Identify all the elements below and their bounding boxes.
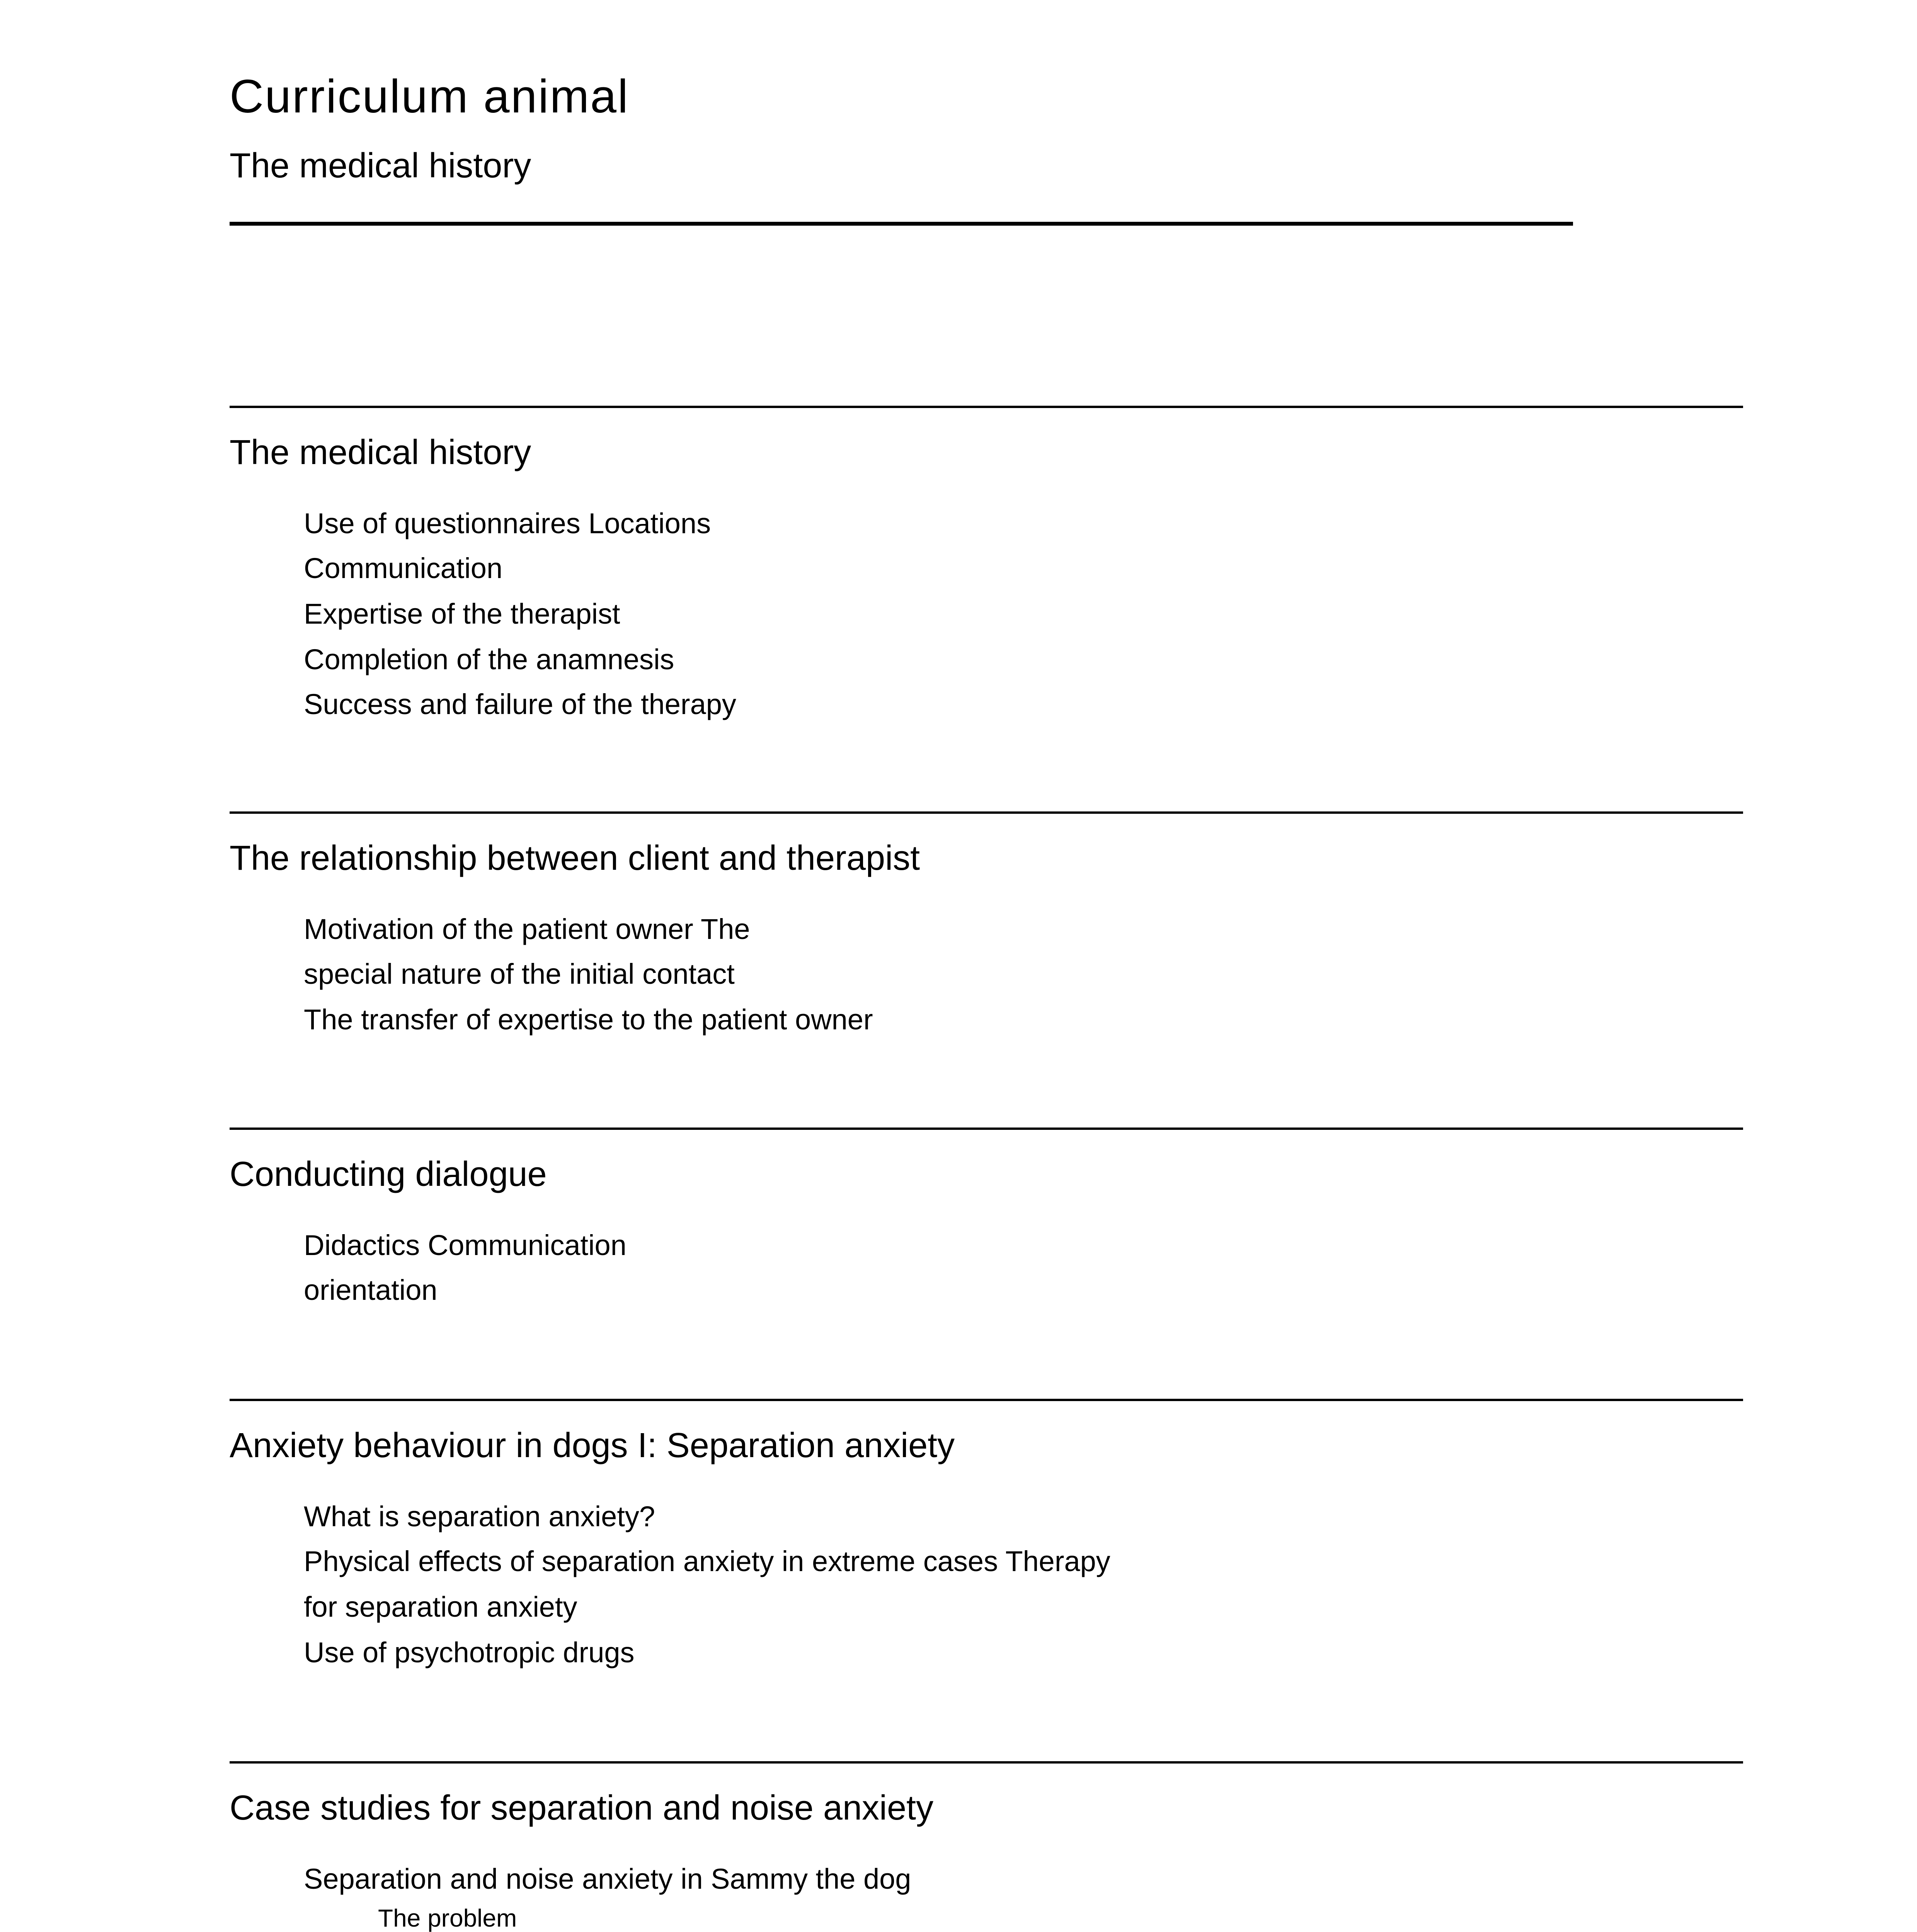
list-item: for separation anxiety <box>304 1591 577 1623</box>
list-item: Physical effects of separation anxiety in extreme cases Therapy <box>304 1545 1110 1577</box>
section-divider <box>230 406 1743 408</box>
document-title: Curriculum animal <box>230 70 630 122</box>
section-divider <box>230 1761 1743 1764</box>
section-heading: Anxiety behaviour in dogs I: Separation anxiety <box>230 1426 955 1465</box>
list-item: Expertise of the therapist <box>304 598 620 630</box>
list-item: What is separation anxiety? <box>304 1500 655 1532</box>
section-divider <box>230 811 1743 814</box>
list-item: Success and failure of the therapy <box>304 688 736 720</box>
list-item: Completion of the anamnesis <box>304 643 674 675</box>
case-title: Separation and noise anxiety in Sammy the dog <box>304 1863 911 1895</box>
list-item: The transfer of expertise to the patient owner <box>304 1003 873 1036</box>
section-heading: Conducting dialogue <box>230 1155 547 1194</box>
list-item: Motivation of the patient owner The <box>304 913 750 945</box>
section-heading: Case studies for separation and noise anxiety <box>230 1789 934 1827</box>
list-item: special nature of the initial contact <box>304 958 735 990</box>
section-divider <box>230 1399 1743 1401</box>
section-heading: The medical history <box>230 433 531 472</box>
list-item: Use of psychotropic drugs <box>304 1636 635 1668</box>
case-subitem: The problem <box>378 1904 517 1932</box>
header-divider <box>230 222 1573 226</box>
section-heading: The relationship between client and therapist <box>230 839 920 878</box>
section-divider <box>230 1128 1743 1130</box>
list-item: Didactics Communication <box>304 1229 627 1261</box>
document-subtitle: The medical history <box>230 146 531 185</box>
list-item: Communication <box>304 552 503 584</box>
list-item: Use of questionnaires Locations <box>304 507 711 539</box>
list-item: orientation <box>304 1274 438 1306</box>
